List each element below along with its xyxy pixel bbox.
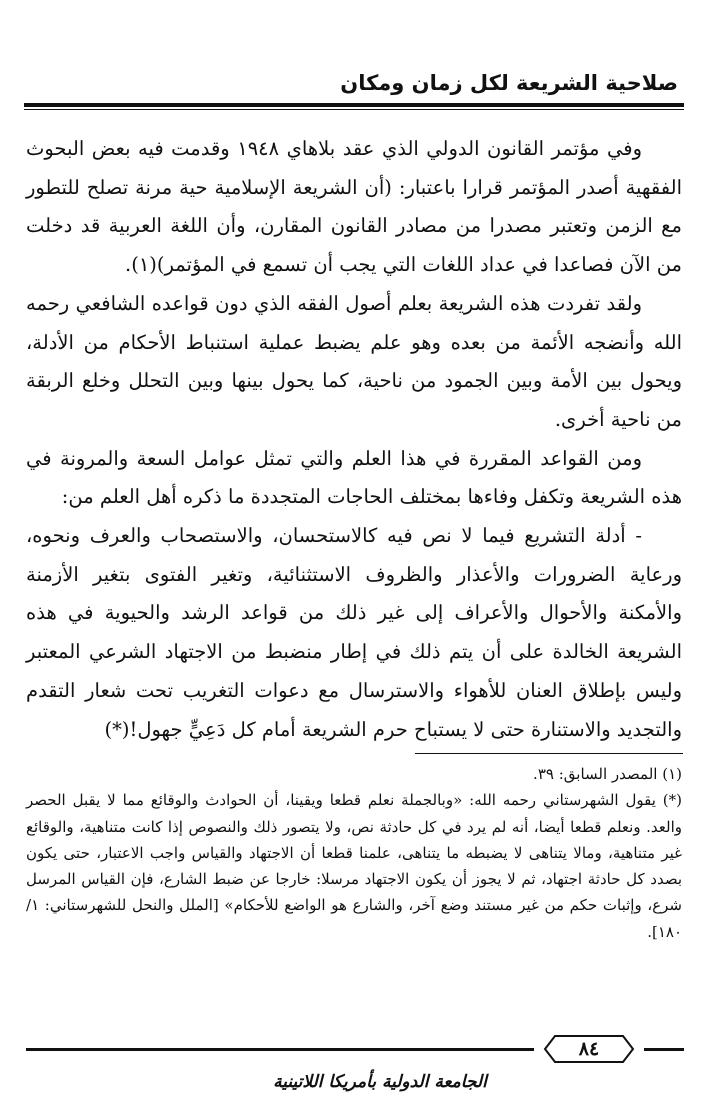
- running-header-title: صلاحية الشريعة لكل زمان ومكان: [340, 71, 678, 95]
- main-body-text: [26, 130, 682, 749]
- body-paragraph: - أدلة التشريع فيما لا نص فيه كالاستحسان، والاستصحاب والعرف ونحوه، ورعاية الضرورات والأعذار والظروف الاستثنائية، وتغير الفتوى بتغير الأزمنة والأمكنة والأحوال والأعراف إلى غير ذلك من قواعد الرشد والحيوية في هذه الشريعة الخالدة على أن يتم ذلك في إطار منضبط من الاجتهاد الشرعي المعتبر وليس بإطلاق العنان للأهواء والاسترسال مع دعوات التغريب تحت شعار التقدم والتجديد والاستنارة حتى لا يستباح حرم الشريعة أمام كل دَعِيٍّ جهول!(*): [26, 524, 682, 741]
- footnotes-section: [26, 761, 682, 945]
- footnote: (*) يقول الشهرستاني رحمه الله: «وبالجملة نعلم قطعا ويقينا، أن الحوادث والوقائع مما لا يقبل الحصر والعد. ونعلم قطعا أيضا، أنه لم يرد في كل حادثة نص، ولا يتصور ذلك والنصوص إذا كانت متناهية، والوقائع غير متناهية، ومالا يتناهى لا يضبطه ما يتناهى، علمنا قطعا أن الاجتهاد والقياس واجب الاعتبار، حتى يكون بصدد كل حادثة اجتهاد، ثم لا يجوز أن يكون الاجتهاد مرسلا: خارجا عن ضبط الشارع، فإن القياس المرسل شرع، وإثبات حكم من غير مستند وضع آخر، والشارع هو الواضع للأحكام» [الملل والنحل للشهرستاني: ١/ ١٨٠].: [26, 791, 682, 941]
- footnote-separator: [415, 753, 683, 754]
- body-paragraph: ولقد تفردت هذه الشريعة بعلم أصول الفقه الذي دون قواعده الشافعي رحمه الله وأنضجه الأئمة من بعده وهو علم يضبط عملية استنباط الأحكام من الأدلة، ويحول بين الأمة وبين الجمود من ناحية، كما يحول بينها وبين التحلل وخلع الربقة من ناحية أخرى.: [26, 291, 682, 431]
- footer-institution-name: الجامعة الدولية بأمريكا اللاتينية: [273, 1072, 487, 1092]
- page-number: ٨٤: [578, 1038, 600, 1060]
- body-paragraph: وفي مؤتمر القانون الدولي الذي عقد بلاهاي ١٩٤٨ وقدمت فيه بعض البحوث الفقهية أصدر المؤتمر قرارا باعتبار: (أن الشريعة الإسلامية حية مرنة تصلح للتطور مع الزمن وتعتبر مصدرا من مصادر القانون المقارن، وأن اللغة العربية قد دخلت من الآن فصاعدا في عداد اللغات التي يجب أن تسمع في المؤتمر)(١).: [26, 137, 682, 277]
- page-number-frame: [543, 1034, 635, 1064]
- body-paragraph: ومن القواعد المقررة في هذا العلم والتي تمثل عوامل السعة والمرونة في هذه الشريعة وتكفل وفاءها بمختلف الحاجات المتجددة ما ذكره أهل العلم من:: [26, 446, 682, 509]
- footer-rule: [26, 1048, 534, 1051]
- footer-rule: [644, 1048, 684, 1051]
- header-rule: [24, 103, 684, 110]
- footnote: (١) المصدر السابق: ٣٩.: [533, 765, 682, 783]
